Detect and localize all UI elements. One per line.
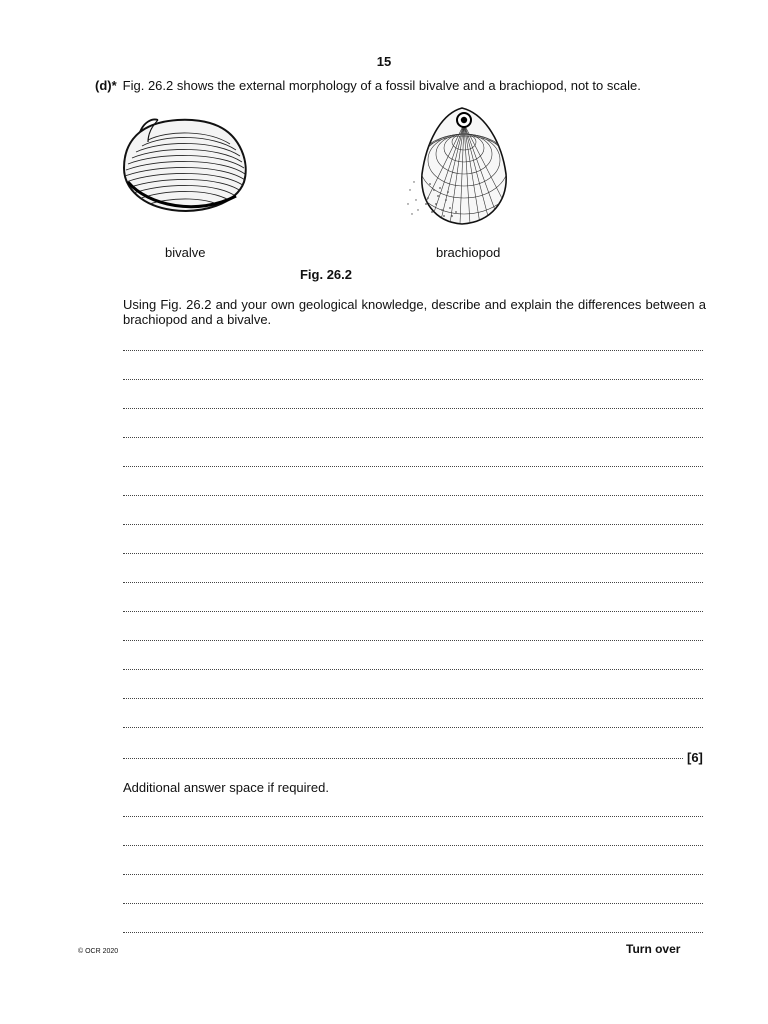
figure-title: Fig. 26.2 [299, 267, 353, 282]
answer-line[interactable] [123, 524, 703, 525]
answer-line[interactable] [123, 437, 703, 438]
brachiopod-shell-icon [400, 104, 525, 229]
answer-line[interactable] [123, 553, 703, 554]
answer-line[interactable] [123, 669, 703, 670]
question-label: (d)* [95, 78, 117, 93]
answer-line[interactable] [123, 466, 703, 467]
additional-answer-line[interactable] [123, 816, 703, 817]
marks-available: [6] [687, 750, 703, 765]
page-number: 15 [376, 54, 392, 69]
additional-answer-line[interactable] [123, 874, 703, 875]
answer-line[interactable] [123, 408, 703, 409]
brachiopod-caption: brachiopod [436, 245, 501, 260]
answer-line[interactable] [123, 350, 703, 351]
answer-line[interactable] [123, 611, 703, 612]
question-prompt [95, 78, 641, 93]
bivalve-caption: bivalve [165, 245, 206, 260]
answer-line[interactable] [123, 727, 703, 728]
question-instruction: Using Fig. 26.2 and your own geological knowledge, describe and explain the differences between a brachiopod and a bivalve. [123, 297, 706, 327]
additional-answer-line[interactable] [123, 932, 703, 933]
turn-over-label: Turn over [626, 942, 681, 956]
answer-line[interactable] [123, 495, 703, 496]
additional-space-label: Additional answer space if required. [123, 780, 329, 795]
bivalve-shell-icon [118, 112, 253, 217]
question-text: Fig. 26.2 shows the external morphology of a fossil bivalve and a brachiopod, not to scale. [122, 78, 641, 93]
additional-answer-line[interactable] [123, 903, 703, 904]
copyright-notice: © OCR 2020 [78, 948, 119, 955]
answer-line[interactable] [123, 379, 703, 380]
answer-line[interactable] [123, 698, 703, 699]
answer-line[interactable] [123, 582, 703, 583]
answer-line[interactable] [123, 758, 683, 759]
additional-answer-line[interactable] [123, 845, 703, 846]
answer-line[interactable] [123, 640, 703, 641]
